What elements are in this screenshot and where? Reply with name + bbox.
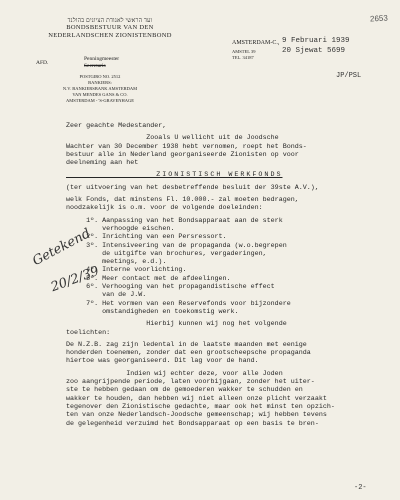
body-line: Zeer geachte Medestander, [66,122,167,130]
tel-line-2: TEL. 34187 [232,55,254,60]
letter-body [66,122,386,428]
afd-option-secretaris: Secretaris [84,63,106,69]
body-line: (ter uitvoering van het desbetreffende besluit der 39ste A.V.), [66,183,319,192]
body-line: honderden toenemen, zonder dat een grootscheepsche propaganda [66,349,311,358]
body-line: 7º. Het vormen van een Reservefonds voor bijzondere [66,299,291,308]
bank-line-2: VAN MENDES GANS & CO. [72,92,128,97]
body-line: welk Fonds, dat minstens Fl. 10.000.- zal moeten bedragen, [66,196,299,205]
postgiro: POSTGIRO NO. 2512 [79,74,121,79]
body-line: omstandigheden en toekomstig werk. [66,307,239,316]
body-line: bestuur alle in Nederland georganiseerde Zionisten op voor [66,150,299,159]
body-line: wakker te houden, dan hebben wij niet alleen onze plicht verzaakt [66,394,327,403]
body-line: zoo aangrijpende periode, laten voorbijgaan, zonder het uiter- [66,378,315,387]
body-line: de uitgifte van brochures, vergaderingen, [66,249,267,258]
body-line: toelichten: [66,328,111,337]
body-line: verhoogde eischen. [66,224,175,233]
body-line: De N.Z.B. zag zijn ledental in de laatste maanden met eenige [66,340,307,349]
date-gregorian: 9 Februari 1939 [282,37,350,45]
body-line: ZIONISTISCH WERKFONDS [66,171,283,180]
reference-code: JP/PSL [336,72,362,80]
page-marker: -2- [354,484,367,492]
letterhead-hebrew: ועד הראשי לאגודת הציונים בהולנד [67,18,153,24]
bank-details [40,74,160,104]
bank-line-1: N.V. BANKIERSBANK AMSTERDAM [62,86,138,91]
body-line: Zooals U wellicht uit de Joodsche [66,134,279,143]
letterhead [30,18,190,40]
body-line: ste te hebben gedaan om de gemoederen wakker te schudden en [66,386,303,395]
date-hebrew: 20 Sjewat 5699 [282,47,346,55]
archive-stamp-number: 2653 [369,13,389,24]
tel-line-1: AMSTEL 39 [232,49,256,54]
body-line: Wachter van 30 December 1938 hebt vernomen, roept het Bonds- [66,142,307,151]
body-line: van de J.W. [66,291,147,300]
body-line: 1º. Aanpassing van het Bondsapparaat aan de sterk [66,216,283,225]
bank-line-3: AMSTERDAM - 'S-GRAVENHAGE [66,98,134,103]
place-name: AMSTERDAM-C., [232,40,280,46]
body-line: de gelegenheid verzuimd het Bondsapparaat op een basis te bren- [66,419,319,428]
telephone-block [232,49,255,61]
bankiers-label: BANKIERS: [88,80,112,85]
body-line: 3º. Intensiveering van de propaganda (w.o.begrepen [66,241,287,250]
body-line: 5º. Meer contact met de afdeelingen. [66,274,231,283]
body-line: Hierbij kunnen wij nog het volgende [66,320,287,329]
body-line: 6º. Verhooging van het propagandistische effect [66,283,275,292]
handwritten-date: 20/2/39 [48,263,102,296]
body-line: 4º. Interne voorlichting. [66,266,187,275]
afd-label: AFD. [36,60,49,66]
body-line: deelneming aan het [66,159,139,168]
body-line: meetings, e.d.). [66,258,167,267]
afd-option-penningmeester: Penningmeester [84,56,120,62]
letterhead-line2: NEDERLANDSCHEN ZIONISTENBOND [48,32,172,39]
body-line: 2º. Inrichting van een Persressort. [66,233,227,242]
body-line: noodzakelijk is o.m. voor de volgende doeleinden: [66,204,263,213]
body-line: tegenover den Zionistische gedachte, maar ook het minst ten opzich- [66,402,335,411]
body-line: ten van onze Nederlandsch-Joodsche gemeenschap; wij hebben tevens [66,411,327,420]
letterhead-line1: BONDSBESTUUR VAN DEN [66,24,154,31]
body-line: Indien wij echter deze, voor alle Joden [66,369,283,378]
body-line: hiertoe was georganiseerd. Dit lag voor de hand. [66,357,259,366]
handwritten-note: Getekend [30,226,94,269]
